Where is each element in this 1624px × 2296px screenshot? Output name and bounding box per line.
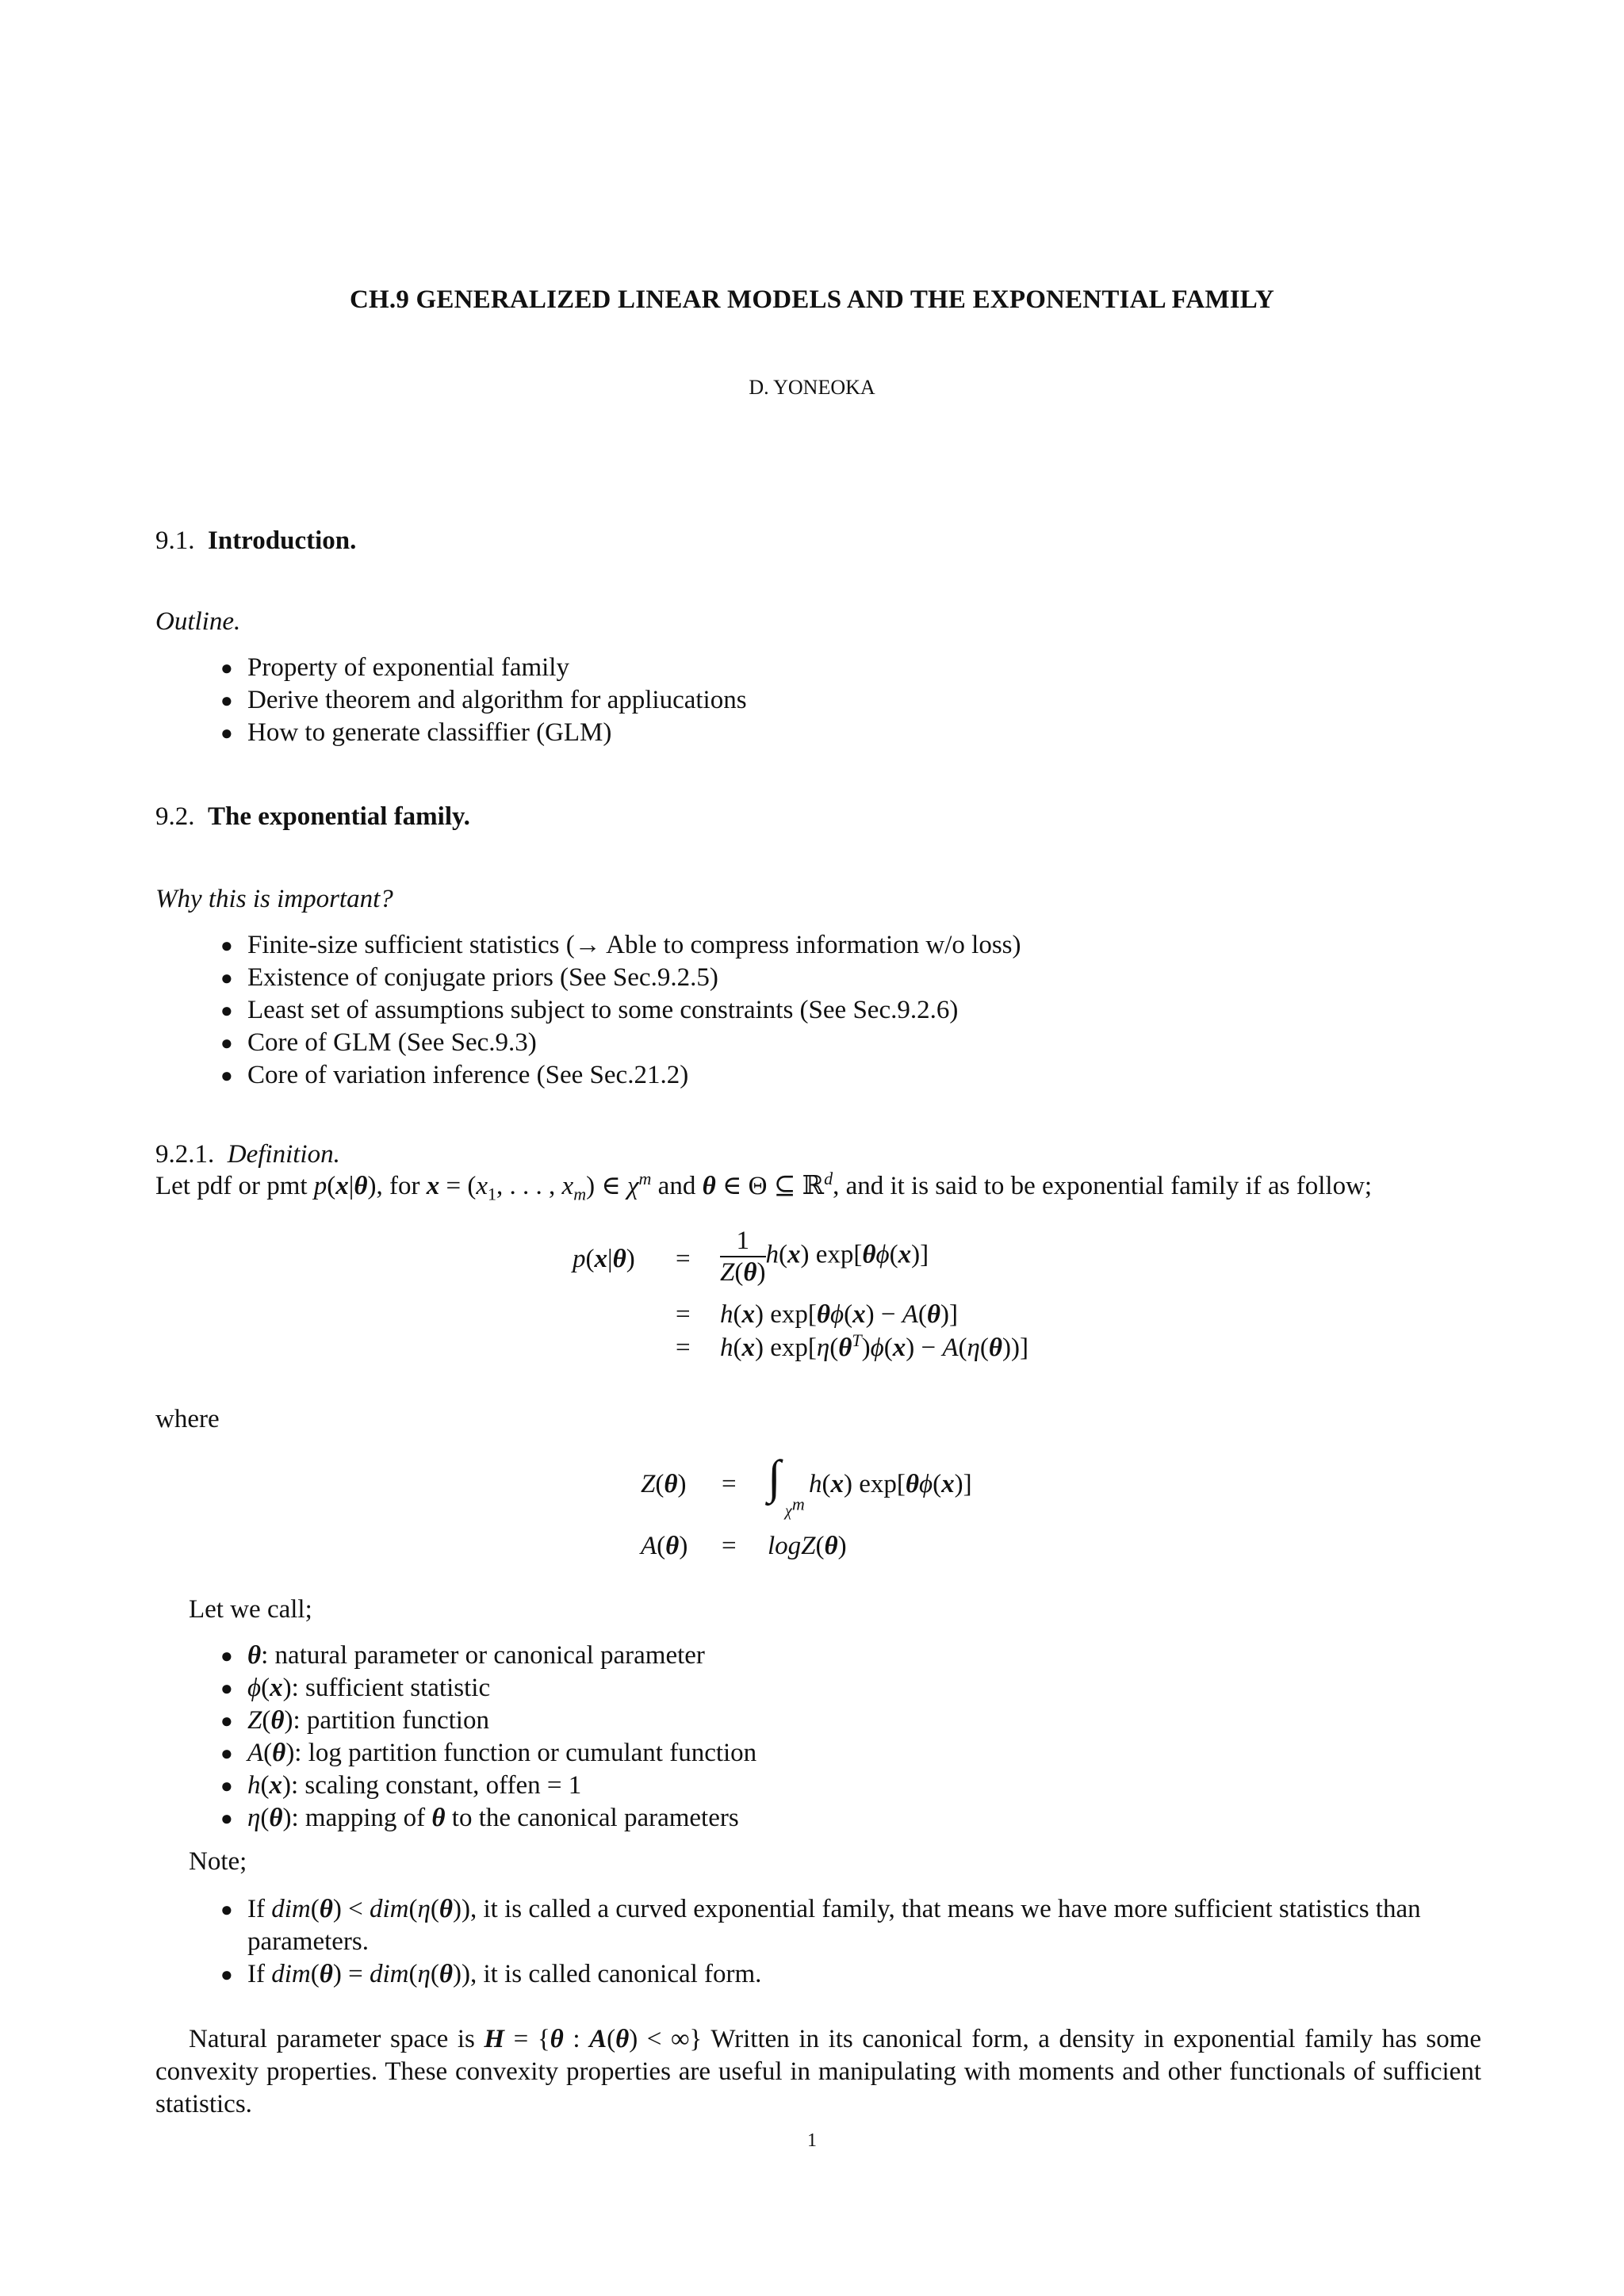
list-item: ● If dim(θ) = dim(η(θ)), it is called canonical form. xyxy=(220,1960,762,1988)
equation-lhs: A(θ) xyxy=(641,1532,688,1560)
list-item: ● h(x): scaling constant, offen = 1 xyxy=(220,1771,582,1800)
definition-sentence: Let pdf or pmt p(x|θ), for $x = (x_1$, . . . , $x_m$) ∈ $\chi^m$ and θ ∈ Θ ⊆ ℝ$^d$, and it is said to be exponential family if as follow; xyxy=(155,1169,1373,1204)
section-heading-9-1 xyxy=(155,525,356,557)
let-call-label: Let we call; xyxy=(189,1595,312,1624)
list-item: ● How to generate classiffier (GLM) xyxy=(220,718,612,747)
closing-paragraph: Natural parameter space is H = {θ : A(θ) < ∞} Written in its canonical form, a density in exponential family has some convexity properties. These convexity properties are useful in manipulating with moments and other functionals of sufficient statistics. xyxy=(155,2025,1482,2118)
equation-lhs: p(x|θ) xyxy=(573,1245,635,1273)
subsection-heading-9-2-1 xyxy=(155,1138,340,1171)
list-item: ● Existence of conjugate priors (See Sec.9.2.5) xyxy=(220,963,718,992)
list-item: ● θ: natural parameter or canonical parameter xyxy=(220,1641,705,1670)
list-item: ● If dim(θ) < dim(η(θ)), it is called a curved exponential family, that means we have more sufficient statistics than parameters. xyxy=(220,1895,1421,1956)
equation-equals: = xyxy=(676,1300,691,1329)
section-heading-9-2 xyxy=(155,801,470,833)
paper-title: CH.9 GENERALIZED LINEAR MODELS AND THE EXPONENTIAL FAMILY xyxy=(350,285,1274,314)
where-label: where xyxy=(155,1405,220,1433)
section-title: The exponential family. xyxy=(208,802,470,831)
equation-equals: = xyxy=(722,1470,737,1498)
equation-equals: = xyxy=(676,1245,691,1273)
equation-row-1: $\frac{1}{Z(\theta)}$ h(x) exp[θϕ(x)] xyxy=(720,1226,929,1287)
subsection-title: Definition. xyxy=(227,1140,340,1169)
list-item: ● Least set of assumptions subject to some constraints (See Sec.9.2.6) xyxy=(220,996,959,1024)
list-item: ● ϕ(x): sufficient statistic xyxy=(220,1674,491,1702)
list-item: ● η(θ): mapping of θ to the canonical parameters xyxy=(220,1804,739,1832)
list-item: ● Property of exponential family xyxy=(220,653,569,682)
why-label: Why this is important? xyxy=(155,885,393,913)
equation-lhs: Z(θ) xyxy=(641,1470,687,1498)
list-item: ● Z(θ): partition function xyxy=(220,1706,489,1735)
list-item: ● Derive theorem and algorithm for appliucations xyxy=(220,686,747,714)
section-title: Introduction. xyxy=(208,526,357,555)
section-number: 9.2. xyxy=(155,802,195,831)
equation-row-a: logZ(θ) xyxy=(768,1532,847,1560)
equation-row-3: h(x) $\exp[\eta(\theta^T)\phi(x) - A(\eta(\theta))]$ xyxy=(720,1330,1029,1362)
outline-list xyxy=(220,652,747,749)
terms-list xyxy=(220,1640,757,1835)
equation-row-z: h(x) exp[θϕ(x)] xyxy=(809,1470,972,1498)
note-label: Note; xyxy=(189,1847,247,1876)
integral-sign: ∫ xyxy=(768,1451,781,1503)
integral-domain: $\chi^m$ xyxy=(785,1494,805,1520)
equation-row-2: h(x) exp[θϕ(x) − A(θ)] xyxy=(720,1300,959,1329)
equation-equals: = xyxy=(676,1334,691,1362)
note-list xyxy=(220,1893,1480,1991)
why-list xyxy=(220,929,1021,1092)
list-item: ● Core of variation inference (See Sec.21.2) xyxy=(220,1061,689,1089)
subsection-number: 9.2.1. xyxy=(155,1140,215,1169)
section-number: 9.1. xyxy=(155,526,195,555)
list-item: ● Core of GLM (See Sec.9.3) xyxy=(220,1028,537,1057)
equation-equals: = xyxy=(722,1532,737,1560)
page-number: 1 xyxy=(807,2130,817,2151)
list-item: ● A(θ): log partition function or cumulant function xyxy=(220,1739,757,1767)
list-item: ● Finite-size sufficient statistics (→ Able to compress information w/o loss) xyxy=(220,931,1021,959)
author-name: D. YONEOKA xyxy=(749,376,875,399)
outline-label: Outline. xyxy=(155,607,241,636)
